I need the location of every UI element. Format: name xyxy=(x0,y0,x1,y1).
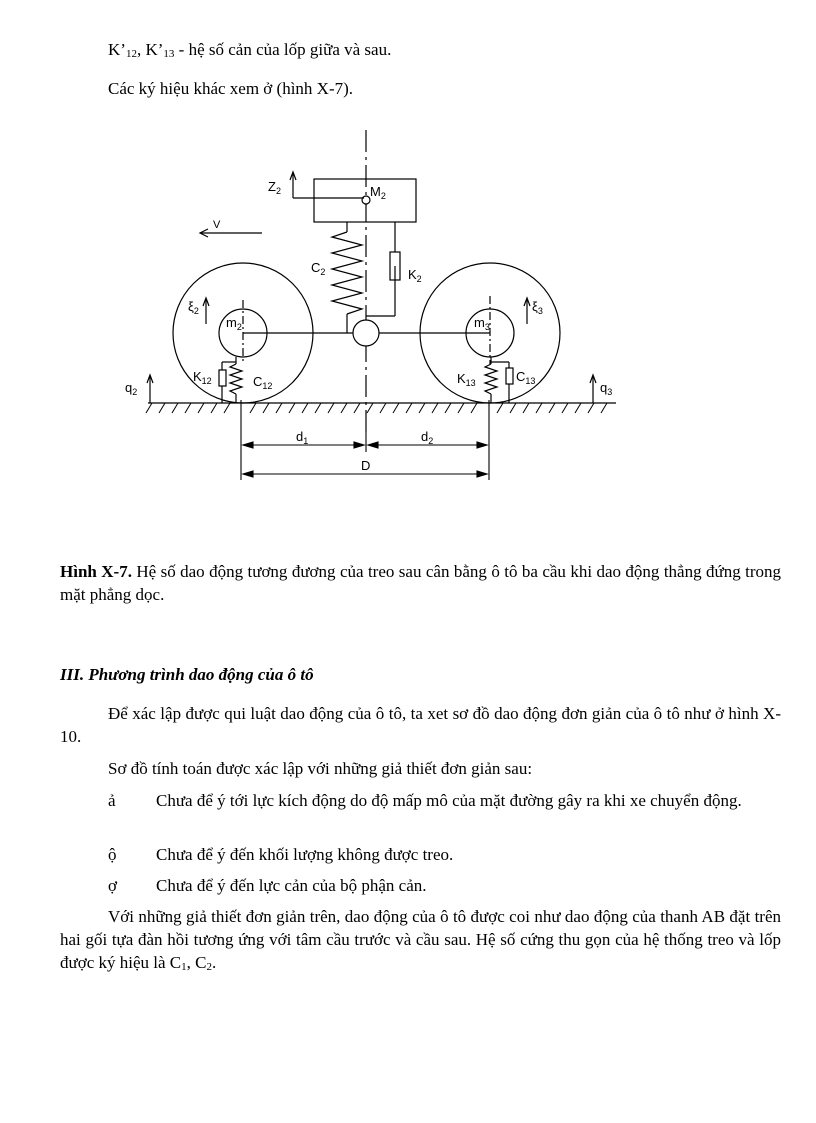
bullet-mark: ộ xyxy=(108,845,117,864)
label-k12: $K_{12}$ xyxy=(193,369,212,386)
suspension-diagram xyxy=(125,125,640,495)
label-c2: $C_2$ xyxy=(311,260,326,277)
label-z2: $Z_2$ xyxy=(268,179,281,196)
bullet-mark: ả xyxy=(108,791,116,810)
bullet-item: ả Chưa để ý tới lực kích động do độ mấp mô của mặt đường gây ra khi xe chuyển động. xyxy=(108,791,742,810)
pivot-circle xyxy=(353,320,379,346)
label-m2-wheel: $m_2$ xyxy=(226,315,242,332)
figure-caption: Hình X-7. Hệ số dao động tương đương của treo sau cân bằng ô tô ba cầu khi dao động thẳng đứng trong mặt phẳng dọc. xyxy=(60,562,782,604)
label-m3-wheel: $m_3$ xyxy=(474,315,490,332)
paragraph-3: Với những giả thiết đơn giản trên, dao động của ô tô được coi như dao động của thanh AB đặt trên hai gối tựa đàn hồi tương ứng với tâm cầu trước và cầu sau. Hệ số cứng thu gọn của hệ thống treo và lốp được ký hiệu là $C_1$, $C_2$. xyxy=(60,907,781,973)
bullet-item: ộ Chưa để ý đến khối lượng không được treo. xyxy=(108,845,454,864)
spring-c2 xyxy=(332,232,362,314)
paragraph-1: Để xác lập được qui luật dao động của ô tô, ta xet sơ đồ dao động đơn giản của ô tô như ở hình X-10. xyxy=(60,704,781,746)
label-k13: $K_{13}$ xyxy=(457,371,476,388)
label-m2-body: $M_2$ xyxy=(370,184,386,201)
bullet-item: ợ Chưa để ý đến lực cản của bộ phận cản. xyxy=(108,876,427,895)
tire-spring-c12 xyxy=(230,364,242,394)
tire-damper-k12 xyxy=(219,370,226,386)
ground-hatch xyxy=(146,403,607,413)
intro-line-2: Các ký hiệu khác xem ở (hình X-7). xyxy=(108,79,354,98)
label-c13: $C_{13}$ xyxy=(516,369,536,386)
label-c12: $C_{12}$ xyxy=(253,374,273,391)
section-heading: III. Phương trình dao động của ô tô xyxy=(60,665,314,684)
intro-line-1: $K’_{12}$, $K’_{13}$ - hệ số cản của lốp giữa và sau. xyxy=(108,40,392,60)
label-q2: $q_2$ xyxy=(125,380,138,397)
label-D: D xyxy=(361,458,371,473)
label-d1: $d_1$ xyxy=(296,429,309,446)
label-xi3: $\xi_3$ xyxy=(532,299,543,316)
label-v: V xyxy=(213,219,221,231)
label-d2: $d_2$ xyxy=(421,429,434,446)
paragraph-2: Sơ đồ tính toán được xác lập với những giả thiết đơn giản sau: xyxy=(108,759,533,778)
bullet-mark: ợ xyxy=(108,876,117,895)
label-xi2: $\xi_2$ xyxy=(188,299,199,316)
label-q3: $q_3$ xyxy=(600,380,613,397)
tire-damper-k13 xyxy=(506,368,513,384)
tire-spring-c13 xyxy=(485,364,497,394)
label-k2: $K_2$ xyxy=(408,267,422,284)
